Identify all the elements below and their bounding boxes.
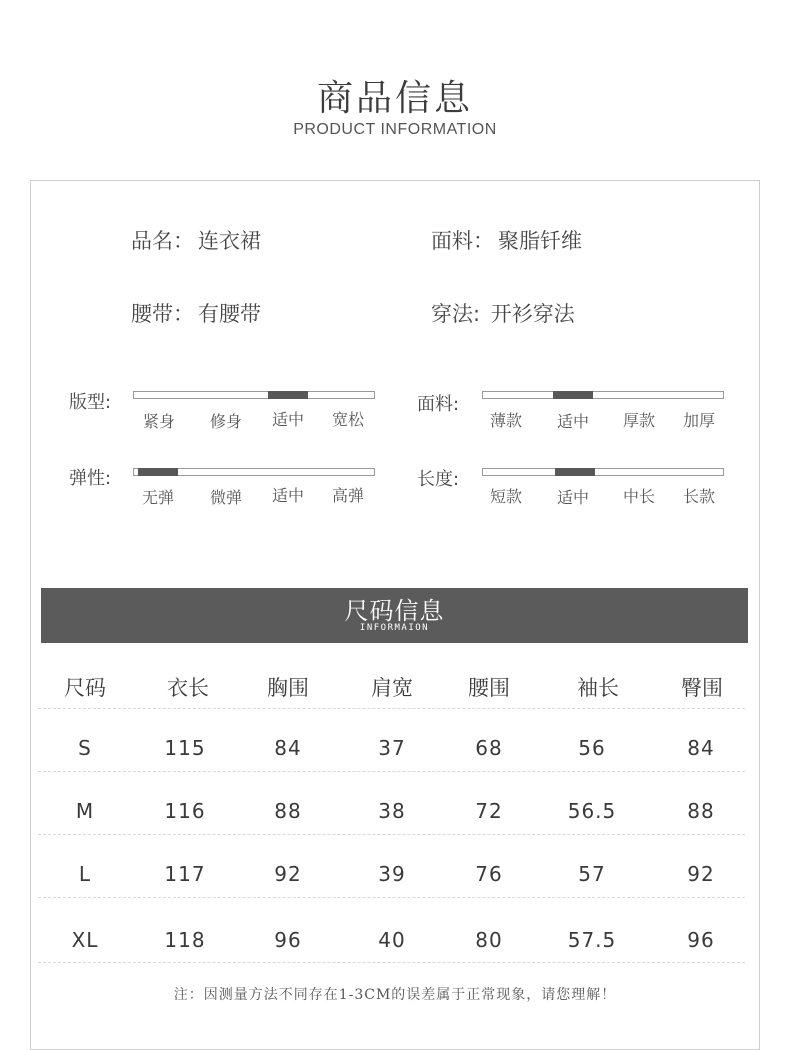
table-cell: 88 xyxy=(687,799,715,823)
table-header-cell: 胸围 xyxy=(267,676,309,700)
rating-bar-elasticity xyxy=(133,468,375,476)
table-cell: 84 xyxy=(274,736,302,760)
table-cell: 88 xyxy=(274,799,302,823)
table-cell: 76 xyxy=(475,862,503,886)
table-header-cell: 臀围 xyxy=(681,676,723,700)
table-cell: 56.5 xyxy=(567,799,617,823)
info-label: 腰带 xyxy=(131,302,173,326)
size-section-header xyxy=(41,588,748,643)
rating-option: 短款 xyxy=(489,487,522,506)
table-header-cell: 袖长 xyxy=(577,676,619,700)
table-header-row xyxy=(38,660,745,709)
rating-option: 适中 xyxy=(271,410,304,429)
table-cell: 117 xyxy=(164,862,206,886)
table-cell: S xyxy=(78,736,92,760)
rating-option: 中长 xyxy=(622,487,655,506)
rating-label-fit: 版型: xyxy=(69,392,112,413)
rating-option: 高弹 xyxy=(331,486,364,505)
table-row xyxy=(38,835,745,898)
info-label: 品名 xyxy=(131,229,173,253)
table-header-cell: 肩宽 xyxy=(371,676,413,700)
table-cell: 118 xyxy=(164,928,206,952)
rating-option: 长款 xyxy=(682,487,715,506)
rating-option: 宽松 xyxy=(331,410,364,429)
info-value: 开衫穿法 xyxy=(490,302,575,326)
table-cell: 72 xyxy=(475,799,503,823)
table-cell: 96 xyxy=(274,928,302,952)
table-row xyxy=(38,898,745,963)
rating-indicator xyxy=(555,468,595,476)
info-value: 聚脂钎维 xyxy=(498,229,582,253)
rating-option: 紧身 xyxy=(142,412,175,431)
table-cell: 92 xyxy=(687,862,715,886)
rating-option: 适中 xyxy=(556,488,589,507)
measurement-note: 注：因测量方法不同存在1-3CM的误差属于正常现象，请您理解！ xyxy=(173,987,617,1003)
rating-option: 加厚 xyxy=(682,411,715,430)
size-section-title: 尺码信息 xyxy=(344,597,445,625)
rating-bar-length xyxy=(482,468,724,476)
table-cell: 38 xyxy=(378,799,406,823)
rating-indicator xyxy=(553,391,593,399)
rating-label-fabric: 面料: xyxy=(417,394,460,415)
rating-option: 无弹 xyxy=(141,488,174,507)
table-header-cell: 尺码 xyxy=(64,676,106,700)
rating-indicator xyxy=(138,468,178,476)
table-cell: 96 xyxy=(687,928,715,952)
info-value: 有腰带 xyxy=(198,302,261,326)
info-item-belt: 腰带： 有腰带 xyxy=(131,302,261,326)
table-cell: 56 xyxy=(578,736,606,760)
rating-indicator xyxy=(268,391,308,399)
table-cell: 116 xyxy=(164,799,206,823)
table-cell: 40 xyxy=(378,928,406,952)
table-cell: 57 xyxy=(578,862,606,886)
table-cell: 57.5 xyxy=(567,928,617,952)
table-row xyxy=(38,772,745,835)
table-cell: L xyxy=(78,862,92,886)
table-cell: 68 xyxy=(475,736,503,760)
rating-option: 薄款 xyxy=(489,411,522,430)
rating-bar-fit xyxy=(133,391,375,399)
table-cell: 37 xyxy=(378,736,406,760)
table-cell: 115 xyxy=(164,736,206,760)
info-item-name: 品名： 连衣裙 xyxy=(131,229,261,253)
rating-option: 微弹 xyxy=(209,488,242,507)
table-header-cell: 腰围 xyxy=(468,676,510,700)
table-cell: M xyxy=(75,799,95,823)
rating-option: 适中 xyxy=(556,412,589,431)
table-header-cell: 衣长 xyxy=(167,676,209,700)
table-cell: 80 xyxy=(475,928,503,952)
table-cell: 84 xyxy=(687,736,715,760)
rating-label-elasticity: 弹性: xyxy=(69,468,112,489)
info-item-fabric: 面料： 聚脂钎维 xyxy=(431,229,582,253)
rating-option: 修身 xyxy=(209,412,242,431)
page-subtitle: PRODUCT INFORMATION xyxy=(293,121,497,138)
table-cell: XL xyxy=(71,928,99,952)
table-cell: 92 xyxy=(274,862,302,886)
table-cell: 39 xyxy=(378,862,406,886)
rating-label-length: 长度: xyxy=(417,469,460,490)
info-value: 连衣裙 xyxy=(198,229,261,253)
info-label: 穿法 xyxy=(431,302,473,326)
info-item-wear: 穿法: 开衫穿法 xyxy=(431,302,575,326)
table-row xyxy=(38,709,745,772)
rating-bar-fabric xyxy=(482,391,724,399)
page-title: 商品信息 xyxy=(316,78,473,119)
rating-option: 厚款 xyxy=(622,411,655,430)
info-label: 面料 xyxy=(431,229,473,253)
rating-option: 适中 xyxy=(271,486,304,505)
size-section-subtitle: INFORMAION xyxy=(359,623,430,633)
